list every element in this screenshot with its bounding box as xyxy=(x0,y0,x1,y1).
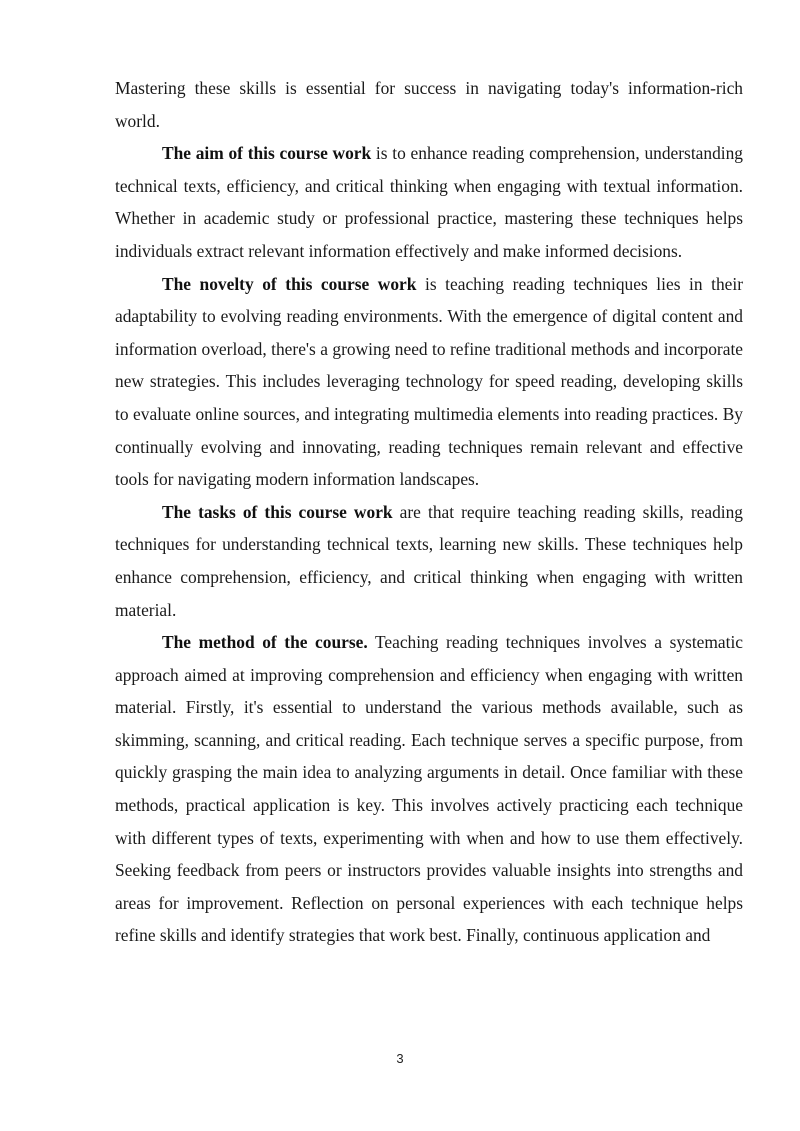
paragraph-intro-continuation xyxy=(115,72,743,137)
page-number: 3 xyxy=(396,1051,404,1066)
paragraph-heading-aim: The aim of this course work xyxy=(162,143,372,164)
paragraph-text: is to enhance reading comprehension, understanding technical texts, efficiency, and critical thinking when engaging with textual information. Whether in academic study or professional practice, mastering these techniques helps individuals extract relevant information effectively and make informed decisions. xyxy=(115,143,743,261)
paragraph-heading-method: The method of the course. xyxy=(162,632,368,653)
paragraph-text: are that require teaching reading skills, reading techniques for understanding technical texts, learning new skills. These techniques help enhance comprehension, efficiency, and critical thinking when engaging with written material. xyxy=(115,501,743,620)
paragraph-method xyxy=(115,626,743,952)
paragraph-aim xyxy=(115,137,743,267)
paragraph-text: is teaching reading techniques lies in their adaptability to evolving reading environments. With the emergence of digital content and information overload, there's a growing need to refine traditional methods and incorporate new strategies. This includes leveraging technology for speed reading, developing skills to evaluate online sources, and integrating multimedia elements into reading practices. By continually evolving and innovating, reading techniques remain relevant and effective tools for navigating modern information landscapes. xyxy=(115,273,743,490)
paragraph-novelty xyxy=(115,268,743,496)
paragraph-heading-novelty: The novelty of this course work xyxy=(162,273,417,294)
paragraph-text: Teaching reading techniques involves a systematic approach aimed at improving comprehension and efficiency when engaging with written material. Firstly, it's essential to understand the various methods available, such as skimming, scanning, and critical reading. Each technique serves a specific purpose, from quickly grasping the main idea to analyzing arguments in detail. Once familiar with these methods, practical application is key. This involves actively practicing each technique with different types of texts, experimenting with when and how to use them effectively. Seeking feedback from peers or instructors provides valuable insights into strengths and areas for improvement. Reflection on personal experiences with each technique helps refine skills and identify strategies that work best. Finally, continuous application and xyxy=(115,632,743,946)
document-body xyxy=(115,72,743,952)
paragraph-text: Mastering these skills is essential for success in navigating today's information-rich world. xyxy=(115,78,743,131)
paragraph-heading-tasks: The tasks of this course work xyxy=(162,501,393,522)
paragraph-tasks xyxy=(115,496,743,626)
